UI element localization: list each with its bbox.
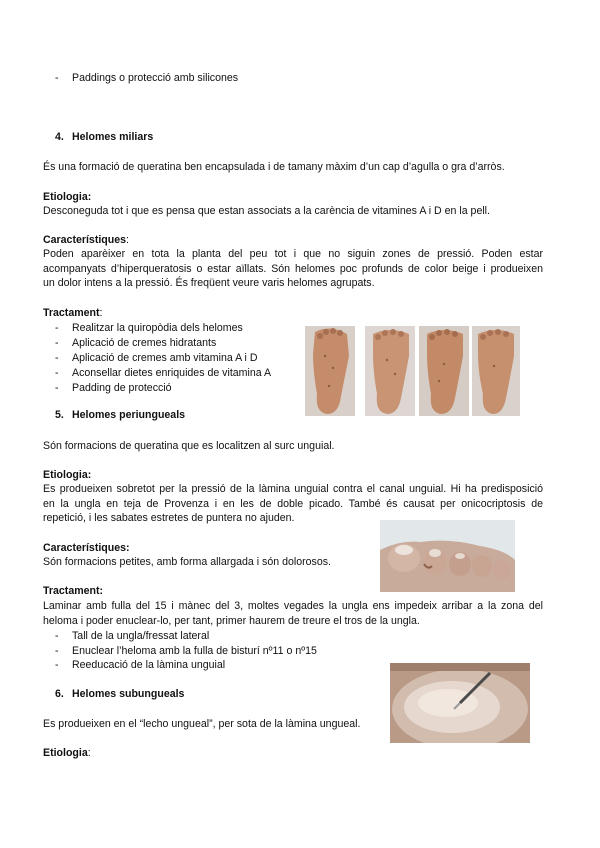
list-item: Aconsellar dietes enriquides de vitamina A [72,367,272,379]
paragraph-line: en la ungla en teja de Provenza i en les de doble picado. També és causat per onicocriptosis de [43,497,543,510]
etiologia-text: Desconeguda tot i que es pensa que estan associats a la carència de vitamines A i D en la pell. [43,205,490,217]
section-intro: És una formació de queratina ben encapsulada i de tamany màxim d’un cap d’agulla o gra d’arròs. [43,161,505,173]
list-item: Tall de la ungla/fressat lateral [72,630,210,642]
list-item: Enuclear l’heloma amb la fulla de bisturí nº11 o nº15 [72,645,317,657]
caracteristiques-label: Característiques [43,234,127,246]
foot-sole-photo-3 [419,326,469,416]
bullet-dash: - [55,645,59,657]
section-intro: Són formacions de queratina que es localitzen al surc unguial. [43,440,335,452]
section-title: Helomes subungueals [72,688,185,700]
caracteristiques-text: Són formacions petites, amb forma allargada i són dolorosos. [43,556,331,568]
foot-sole-photo-4 [472,326,520,416]
bullet-dash: - [55,367,59,379]
bullet-dash: - [55,352,59,364]
list-item: Aplicació de cremes amb vitamina A i D [72,352,258,364]
paragraph-line: un dolor intens a la pressió. És freqüent veure varis helomes agrupats. [43,277,375,289]
tractament-paragraph [43,599,543,628]
foot-sole-photo-2 [365,326,415,416]
toes-photo [380,520,515,592]
etiologia-label: Etiologia: [43,191,92,203]
etiologia-paragraph [43,482,543,526]
etiologia-label: Etiologia [43,747,88,759]
label-colon: : [126,234,129,246]
label-colon: : [99,307,103,319]
tractament-label: Tractament [43,307,100,319]
list-item: Reeducació de la làmina unguial [72,659,226,671]
tractament-heading [43,306,102,321]
section-number: 6. [55,688,64,700]
caracteristiques-heading [43,233,129,248]
bullet-dash: - [55,659,59,671]
paragraph-line: heloma i poder enuclear-lo, per tant, primer haurem de treure el tros de la ungla. [43,614,420,627]
section-number: 5. [55,409,64,421]
label-colon: : [87,747,91,759]
section-number: 4. [55,131,64,143]
list-item: Padding de protecció [72,382,172,394]
etiologia-heading [43,746,91,761]
etiologia-label: Etiologia: [43,469,92,481]
caracteristiques-label: Característiques: [43,542,130,554]
section-title: Helomes miliars [72,131,154,143]
paragraph-line: Poden aparèixer en tota la planta del peu tot i que no siguin zones de pressió. Poden estar [43,248,543,260]
bullet-dash: - [55,382,59,394]
paragraph-line: Es produeixen sobretot per la pressió de la làmina unguial contra el canal unguial. Hi ha predisposició [43,483,543,495]
list-item: Realitzar la quiropòdia dels helomes [72,322,243,334]
caracteristiques-paragraph [43,247,543,291]
bullet-dash: - [55,72,59,84]
bullet-dash: - [55,630,59,642]
bullet-dash: - [55,337,59,349]
paragraph-line: Laminar amb fulla del 15 i mànec del 3, moltes vegades la ungla ens impedeix arribar a la zona del [43,600,543,612]
list-item: Aplicació de cremes hidratants [72,337,217,349]
section-title: Helomes periungueals [72,409,186,421]
list-item: Paddings o protecció amb silicones [72,72,239,84]
paragraph-line: repetició, i les sabates estretes de puntera no ajuden. [43,512,295,524]
paragraph-line: acompanyats d’hiperqueratosis o estar aïllats. Són helomes poc profunds de color beige i produeixen [43,262,543,275]
section-intro: Es produeixen en el “lecho ungueal”, per sota de la làmina ungueal. [43,718,361,730]
foot-sole-photo-1 [305,326,355,416]
nail-photo [390,663,530,743]
tractament-label: Tractament: [43,585,104,597]
bullet-dash: - [55,322,59,334]
